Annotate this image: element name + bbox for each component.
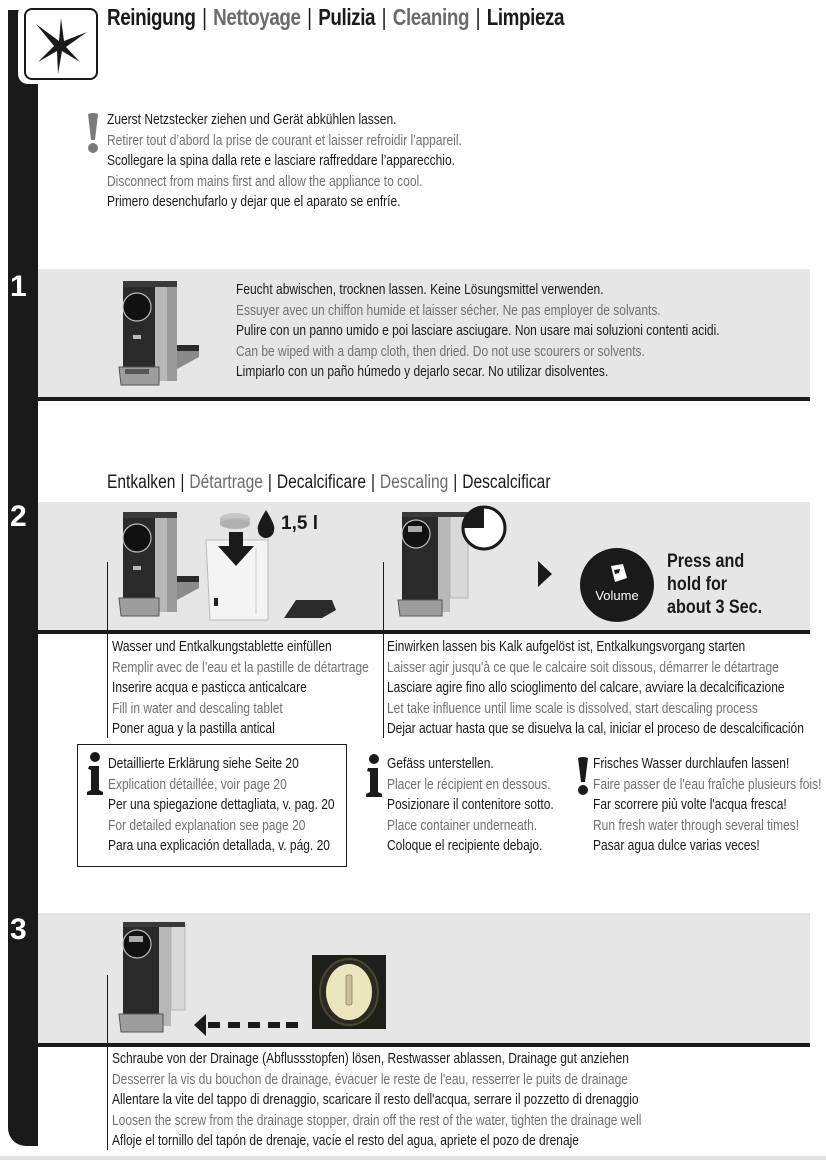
- fill-line-de: Wasser und Entkalkungstablette einfüllen: [112, 638, 332, 655]
- safety-notice: [107, 110, 462, 213]
- water-dispenser-display-image: [115, 918, 195, 1038]
- title-separator: |: [307, 4, 312, 30]
- guide-line: [107, 562, 108, 738]
- title-fr: Nettoyage: [213, 4, 301, 30]
- page-bottom-edge: [0, 1156, 826, 1160]
- start-line-en: Let take influence until lime scale is dissolved, start descaling process: [387, 699, 758, 717]
- info-icon: [365, 754, 383, 798]
- safety-line-fr: Retirer tout d’abord la prise de courant et laisser refroidir l’appareil.: [107, 131, 462, 149]
- press-line: Press and: [667, 551, 745, 572]
- volume-button: [580, 548, 654, 622]
- heading-separator: |: [370, 472, 375, 493]
- safety-line-it: Scollegare la spina dalla rete e lasciare raffreddare l’apparecchio.: [107, 152, 455, 169]
- fill-line-es: Poner agua y la pastilla antical: [112, 720, 275, 737]
- heading-separator: |: [267, 472, 272, 493]
- step2-number: 2: [10, 500, 27, 533]
- heading-es: Descalcificar: [462, 472, 551, 493]
- exclamation-icon: [86, 112, 100, 154]
- step1-line-es: Limpiarlo con un paño húmedo y dejarlo secar. No utilizar disolventes.: [236, 363, 609, 380]
- fresh-water-notice: [593, 754, 821, 857]
- fill-instructions: [112, 637, 369, 740]
- exclamation-icon: [576, 756, 590, 796]
- water-dispenser-image: [115, 277, 205, 392]
- step1-number: 1: [10, 270, 27, 303]
- volume-jug-icon: [607, 562, 629, 584]
- water-drop-icon: [256, 510, 276, 538]
- step3-number: 3: [10, 913, 27, 946]
- step1-line-en: Can be wiped with a damp cloth, then dried. Do not use scourers or solvents.: [236, 342, 645, 360]
- heading-it: Decalcificare: [276, 472, 367, 493]
- step1-line-it: Pulire con un panno umido e poi lasciare asciugare. Non usare mai soluzioni contenti acidi.: [236, 322, 720, 339]
- step3-line-es: Afloje el tornillo del tapón de drenaje, vacíe el resto del agua, apriete el pozo de drenaje: [112, 1132, 579, 1149]
- title-en: Cleaning: [392, 4, 470, 30]
- start-line-fr: Laisser agir jusqu'à ce que le calcaire soit dissous, démarrer le détartrage: [387, 658, 779, 676]
- timer-icon: [460, 504, 508, 552]
- guide-line: [383, 562, 384, 738]
- volume-label: Volume: [595, 588, 639, 603]
- heading-separator: |: [453, 472, 458, 493]
- step2-heading: [107, 472, 551, 494]
- info-line-it: Per una spiegazione dettagliata, v. pag. 20: [108, 796, 335, 813]
- start-line-de: Einwirken lassen bis Kalk aufgelöst ist, Entkalkungsvorgang starten: [387, 638, 746, 655]
- info-line-es: Para una explicación detallada, v. pág. 20: [108, 837, 330, 854]
- info-box-text: [108, 754, 335, 857]
- info-icon: [86, 752, 104, 796]
- step3-line-it: Allentare la vite del tappo di drenaggio, scaricare il resto dell'acqua, serrare il pozzetto di drenaggio: [112, 1091, 639, 1108]
- step1-rule: [38, 397, 810, 401]
- container-notice: [387, 754, 554, 857]
- guide-line: [107, 975, 108, 1150]
- info-line-en: For detailed explanation see page 20: [108, 816, 306, 834]
- cleaning-logo: [24, 8, 98, 80]
- title-separator: |: [475, 4, 481, 30]
- container-line-en: Place container underneath.: [387, 816, 538, 834]
- step1-line-fr: Essuyer avec un chiffon humide et laisser sécher. Ne pas employer de solvants.: [236, 301, 661, 319]
- fill-line-it: Inserire acqua e pasticca anticalcare: [112, 679, 307, 696]
- press-line: about 3 Sec.: [667, 597, 763, 618]
- fill-line-en: Fill in water and descaling tablet: [112, 699, 283, 717]
- heading-separator: |: [180, 472, 185, 493]
- filter-pad-image: [282, 598, 338, 620]
- drainage-stopper-image: [312, 955, 386, 1029]
- info-line-fr: Explication détaillée, voir page 20: [108, 775, 287, 793]
- container-line-it: Posizionare il contenitore sotto.: [387, 796, 554, 813]
- step3-rule: [38, 1043, 810, 1047]
- fresh-line-it: Far scorrere più volte l'acqua fresca!: [593, 796, 787, 813]
- down-arrow-icon: [218, 532, 254, 566]
- descaling-tablet-icon: [218, 512, 252, 530]
- step1-text: [236, 280, 720, 383]
- title-it: Pulizia: [318, 4, 376, 30]
- heading-en: Descaling: [379, 472, 449, 493]
- step2-rule: [38, 630, 810, 634]
- water-dispenser-image: [115, 508, 205, 623]
- fresh-line-es: Pasar agua dulce varias veces!: [593, 837, 760, 854]
- info-line-de: Detaillierte Erklärung siehe Seite 20: [108, 755, 299, 772]
- page-title: [107, 4, 564, 31]
- title-separator: |: [381, 4, 387, 30]
- safety-line-es: Primero desenchufarlo y dejar que el aparato se enfríe.: [107, 193, 401, 210]
- fill-line-fr: Remplir avec de l’eau et la pastille de détartrage: [112, 658, 369, 676]
- heading-fr: Détartrage: [189, 472, 263, 493]
- title-separator: |: [202, 4, 207, 30]
- title-de: Reinigung: [107, 4, 196, 30]
- fresh-line-de: Frisches Wasser durchlaufen lassen!: [593, 755, 790, 772]
- sparkle-star-icon: [30, 14, 92, 76]
- next-arrow-icon: [538, 561, 552, 587]
- step3-line-fr: Desserrer la vis du bouchon de drainage, évacuer le reste de l'eau, resserrer le puits de drainage: [112, 1070, 628, 1088]
- water-amount: 1,5 l: [281, 513, 318, 534]
- step3-line-de: Schraube von der Drainage (Abflussstopfen) lösen, Restwasser ablassen, Drainage gut anziehen: [112, 1050, 629, 1067]
- step3-line-en: Loosen the screw from the drainage stopper, drain off the rest of the water, tighten the drainage well: [112, 1111, 642, 1129]
- step1-line-de: Feucht abwischen, trocknen lassen. Keine Lösungsmittel verwenden.: [236, 281, 604, 298]
- container-line-fr: Placer le récipient en dessous.: [387, 775, 551, 793]
- start-line-es: Dejar actuar hasta que se disuelva la cal, iniciar el proceso de descalcificación: [387, 720, 804, 737]
- fresh-line-fr: Faire passer de l'eau fraîche plusieurs fois!: [593, 775, 822, 793]
- fresh-line-en: Run fresh water through several times!: [593, 816, 800, 834]
- press-instruction: [667, 550, 762, 619]
- step3-text: [112, 1049, 641, 1152]
- start-instructions: [387, 637, 804, 740]
- container-line-de: Gefäss unterstellen.: [387, 755, 494, 772]
- title-es: Limpieza: [486, 4, 565, 30]
- start-line-it: Lasciare agire fino allo scioglimento del calcare, avviare la decalcificazione: [387, 679, 785, 696]
- side-bar: [8, 10, 38, 1146]
- container-line-es: Coloque el recipiente debajo.: [387, 837, 543, 854]
- heading-de: Entkalken: [107, 472, 176, 493]
- dashed-left-arrow-icon: [194, 1014, 298, 1036]
- press-line: hold for: [667, 574, 728, 595]
- safety-line-de: Zuerst Netzstecker ziehen und Gerät abkühlen lassen.: [107, 111, 397, 128]
- safety-line-en: Disconnect from mains first and allow the appliance to cool.: [107, 172, 423, 190]
